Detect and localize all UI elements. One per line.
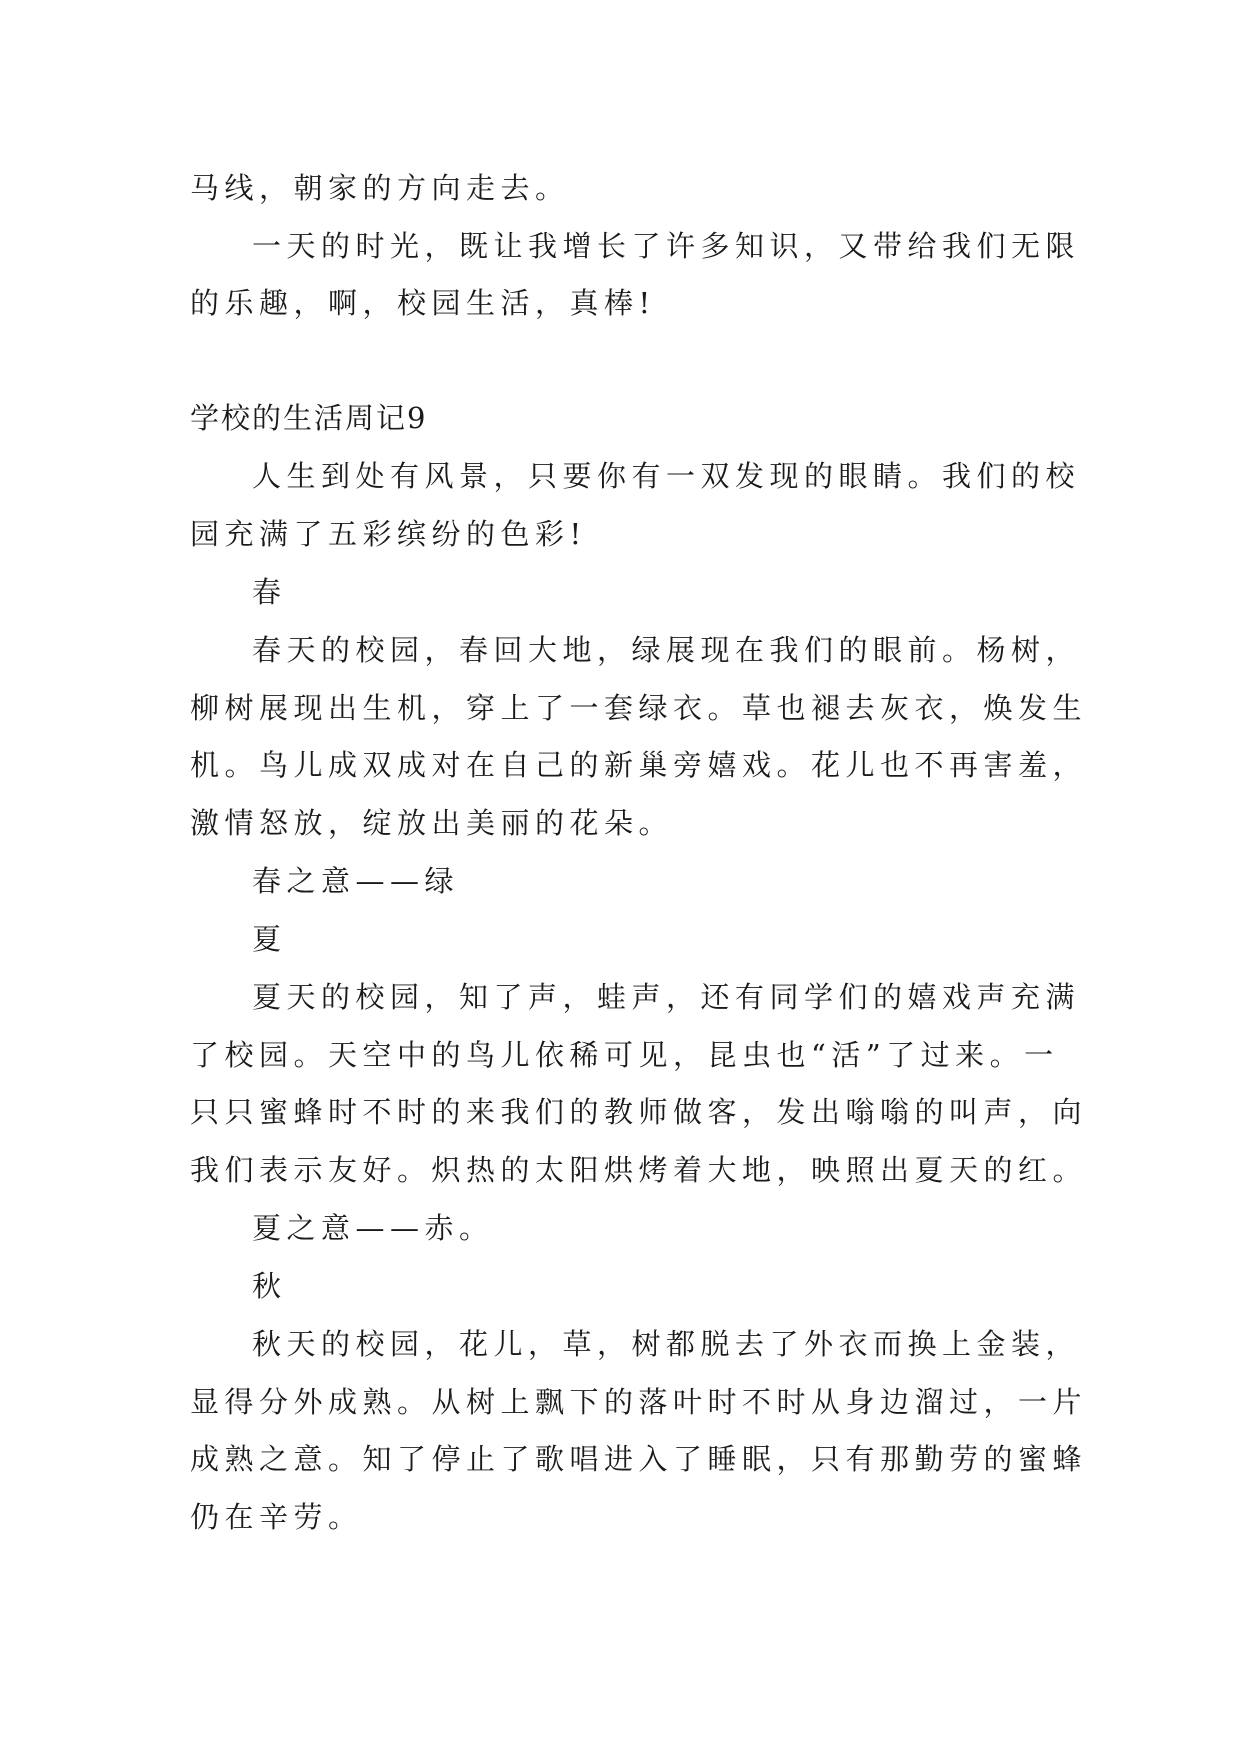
paragraph-line: 只只蜜蜂时不时的来我们的教师做客，发出嗡嗡的叫声，向 — [190, 1095, 1088, 1129]
paragraph-line: 人生到处有风景，只要你有一双发现的眼睛。我们的校 — [252, 459, 1081, 493]
season-heading: 春 — [252, 575, 287, 609]
paragraph-line: 马线，朝家的方向走去。 — [190, 171, 570, 205]
paragraph-line: 了校园。天空中的鸟儿依稀可见，昆虫也“活”了过来。一 — [190, 1038, 1059, 1072]
paragraph-line: 仍在辛劳。 — [190, 1500, 363, 1534]
paragraph-line: 成熟之意。知了停止了歌唱进入了睡眠，只有那勤劳的蜜蜂 — [190, 1442, 1088, 1476]
season-heading: 秋 — [252, 1269, 287, 1303]
season-heading: 夏 — [252, 922, 287, 956]
paragraph-line: 春天的校园，春回大地，绿展现在我们的眼前。杨树， — [252, 633, 1081, 667]
season-summary: 春之意——绿 — [252, 864, 460, 898]
paragraph-line: 园充满了五彩缤纷的色彩! — [190, 517, 587, 551]
paragraph-line: 一天的时光，既让我增长了许多知识，又带给我们无限 — [252, 229, 1081, 263]
paragraph-line: 机。鸟儿成双成对在自己的新巢旁嬉戏。花儿也不再害羞， — [190, 748, 1088, 782]
season-summary: 夏之意——赤。 — [252, 1211, 494, 1245]
paragraph-line: 显得分外成熟。从树上飘下的落叶时不时从身边溜过，一片 — [190, 1385, 1088, 1419]
paragraph-line: 激情怒放，绽放出美丽的花朵。 — [190, 806, 674, 840]
paragraph-line: 柳树展现出生机，穿上了一套绿衣。草也褪去灰衣，焕发生 — [190, 691, 1088, 725]
section-title: 学校的生活周记9 — [190, 401, 428, 435]
paragraph-line: 的乐趣，啊，校园生活，真棒! — [190, 286, 656, 320]
paragraph-line: 夏天的校园，知了声，蛙声，还有同学们的嬉戏声充满 — [252, 980, 1081, 1014]
paragraph-line: 秋天的校园，花儿，草，树都脱去了外衣而换上金装， — [252, 1327, 1081, 1361]
paragraph-line: 我们表示友好。炽热的太阳烘烤着大地，映照出夏天的红。 — [190, 1153, 1088, 1187]
